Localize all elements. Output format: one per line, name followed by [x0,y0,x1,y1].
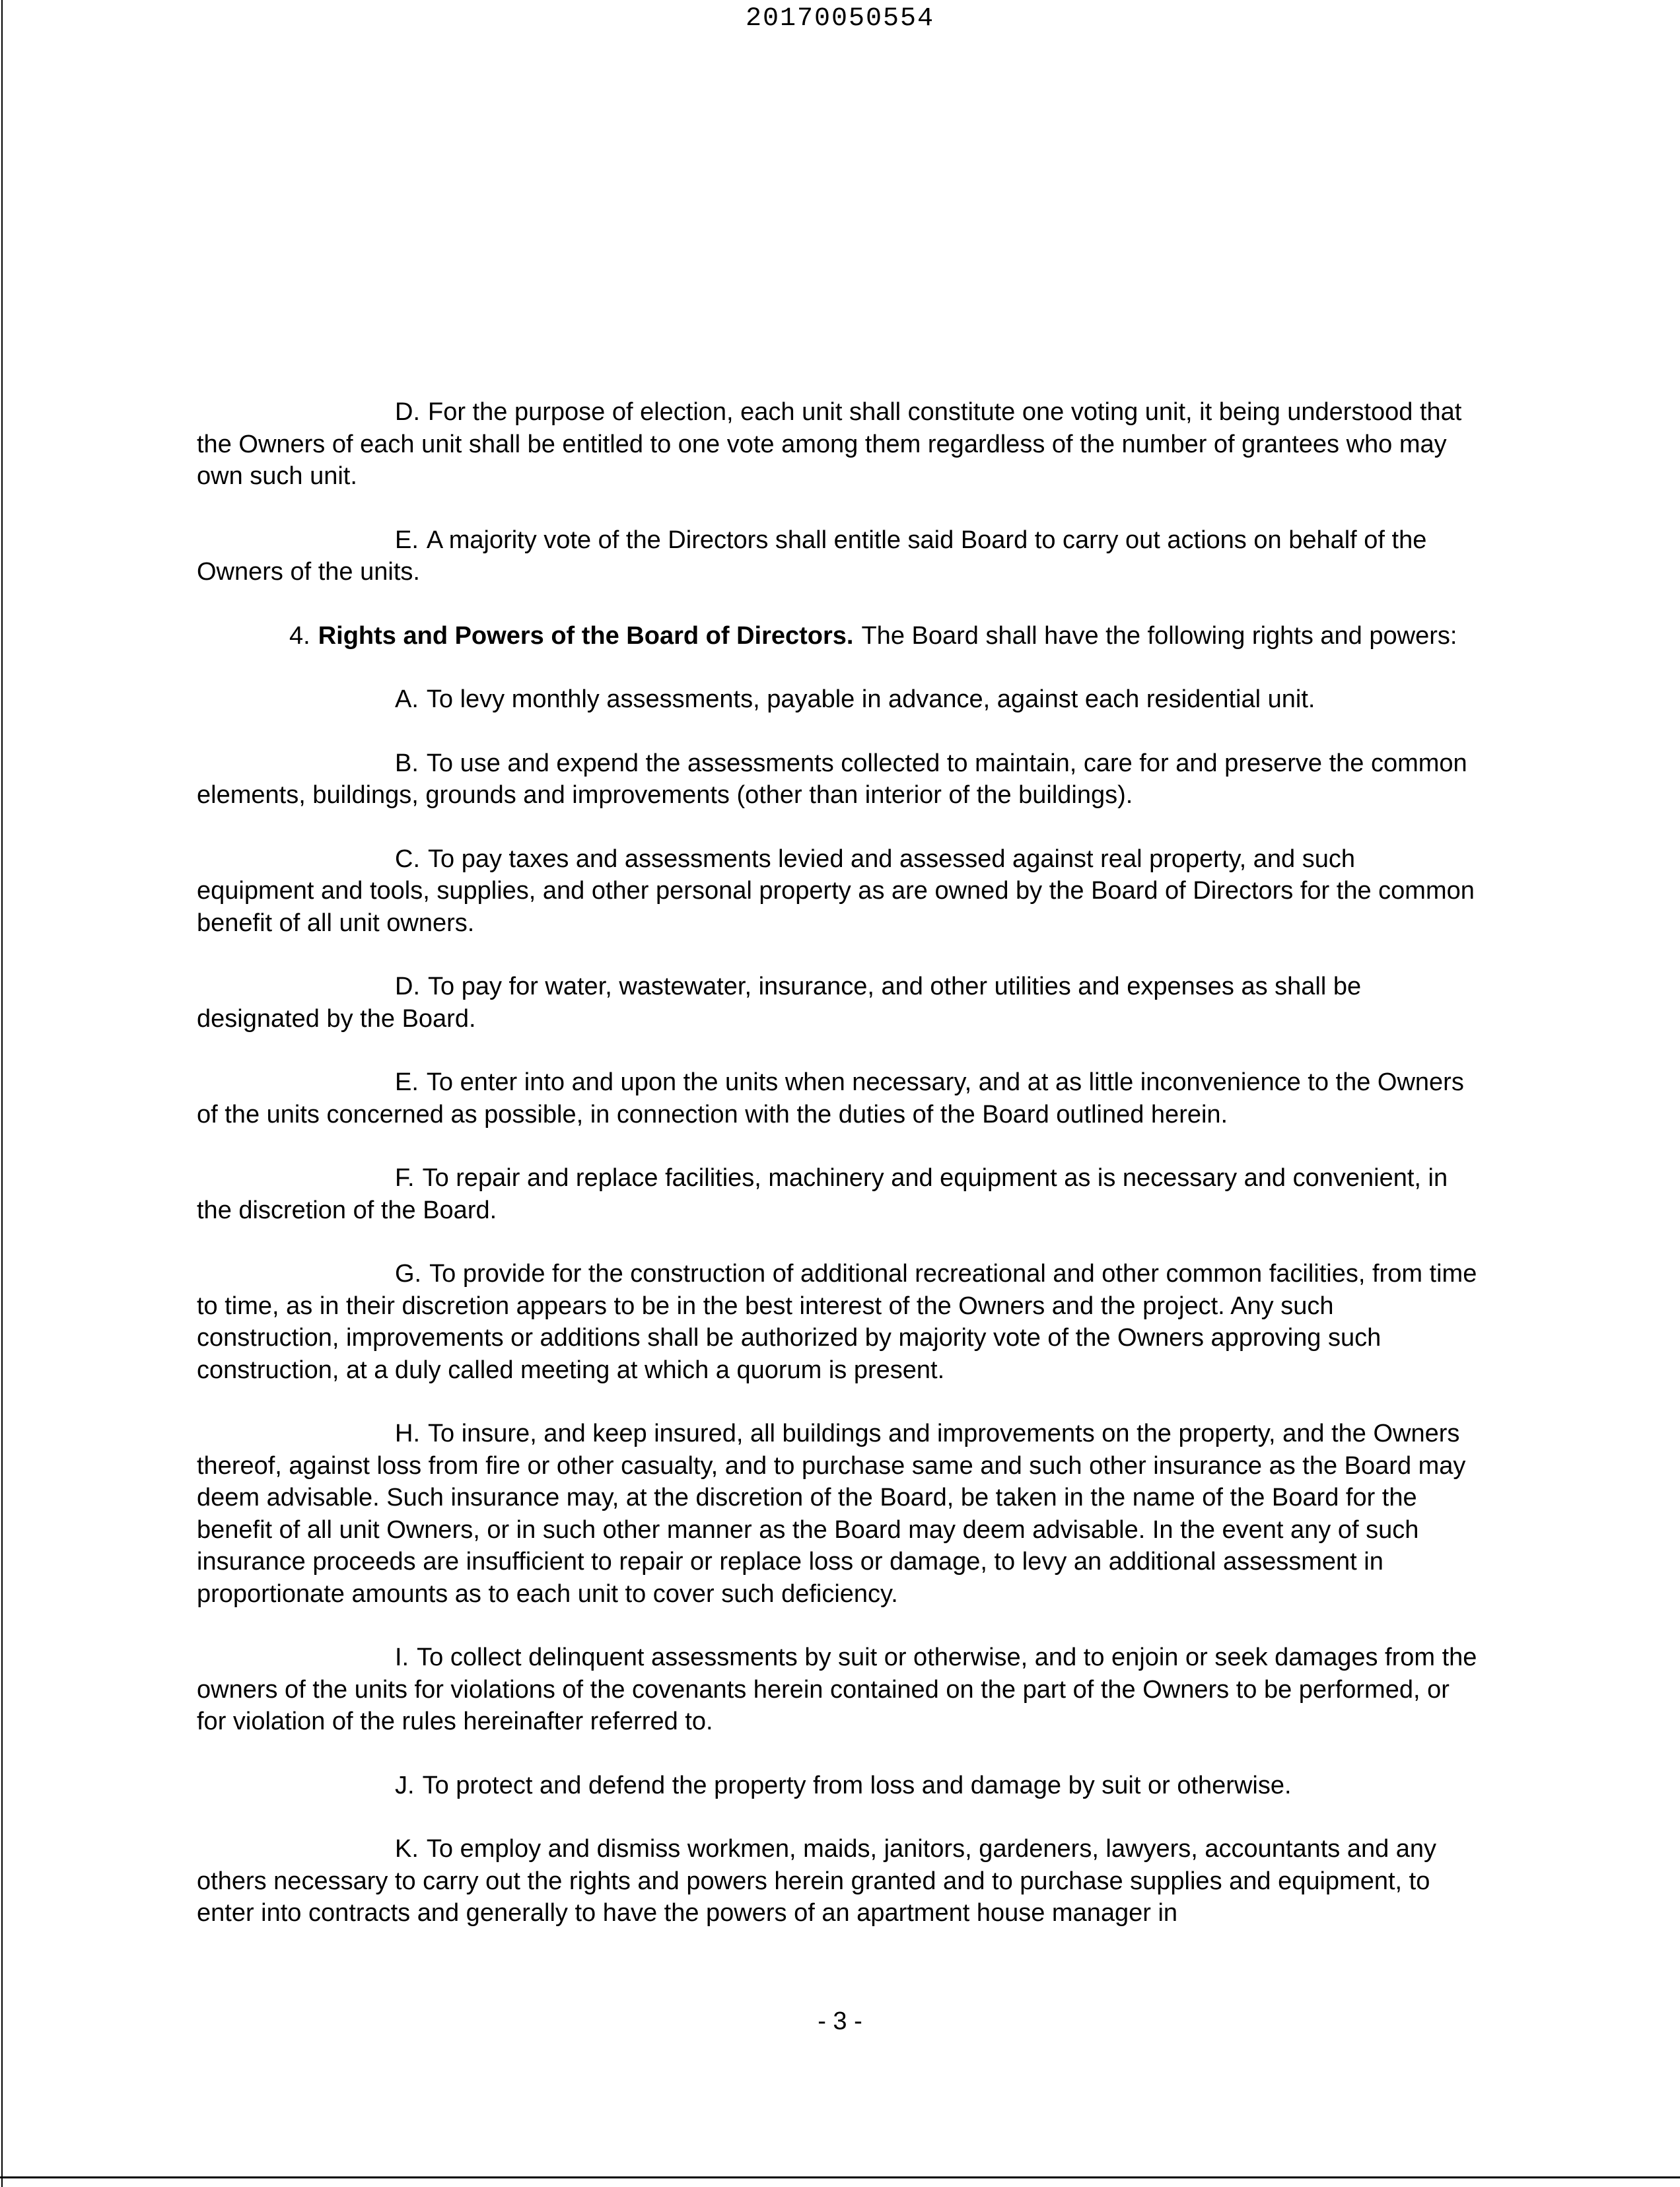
section-heading: Rights and Powers of the Board of Directors. [318,621,854,650]
page-number: - 3 - [818,2007,862,2035]
power-h [197,1418,1478,1610]
power-e [197,1066,1478,1130]
power-text: To pay for water, wastewater, insurance, and other utilities and expenses as shall be designated by the Board. [197,973,1362,1033]
left-margin-rule [1,0,3,2187]
power-text: To enter into and upon the units when necessary, and at as little inconvenience to the Owners of the units concerned as possible, in connection with the duties of the Board outlined herein. [197,1068,1464,1128]
bottom-rule [0,2176,1680,2178]
power-text: To protect and defend the property from loss and damage by suit or otherwise. [422,1771,1292,1799]
power-label: A. [395,685,419,713]
section-4 [197,620,1478,652]
section-number: 4. [289,621,310,650]
power-label: E. [395,1068,419,1096]
power-label: B. [395,749,419,777]
power-text: To insure, and keep insured, all buildings and improvements on the property, and the Owners thereof, against loss from fire or other casualty, and to purchase same and such other insurance as the Board may deem advisable. Such insurance may, at the discretion of the Board, be taken in the name of the Board for the benefit of all unit Owners, or in such other manner as the Board may deem advisable. In the event any of such insurance proceeds are insufficient to repair or replace loss or damage, to levy an additional assessment in proportionate amounts as to each unit to cover such deficiency. [197,1420,1466,1608]
power-label: J. [395,1771,415,1799]
power-label: F. [395,1164,415,1192]
power-text: To employ and dismiss workmen, maids, janitors, gardeners, lawyers, accountants and any others necessary to carry out the rights and powers herein granted and to purchase supplies and equipment, to enter into contracts and generally to have the powers of an apartment house manager in [197,1835,1437,1927]
paragraph-d [197,396,1478,493]
paragraph-text: For the purpose of election, each unit shall constitute one voting unit, it being understood that the Owners of each unit shall be entitled to one vote among them regardless of the number of grantees who may own such unit. [197,398,1462,490]
power-g [197,1258,1478,1386]
section-text: The Board shall have the following rights and powers: [861,621,1457,650]
document-number: 20170050554 [745,4,935,34]
power-label: I. [395,1644,409,1671]
paragraph-text: A majority vote of the Directors shall entitle said Board to carry out actions on behalf of the Owners of the units. [197,526,1427,586]
power-text: To provide for the construction of additional recreational and other common facilities, from time to time, as in their discretion appears to be in the best interest of the Owners and the project. Any such construction, improvements or additions shall be authorized by majority vote of the Owners approving such construction, at a duly called meeting at which a quorum is present. [197,1260,1477,1384]
power-d [197,971,1478,1035]
power-label: C. [395,845,420,873]
power-k [197,1833,1478,1929]
power-text: To repair and replace facilities, machinery and equipment as is necessary and convenient, in the discretion of the Board. [197,1164,1448,1224]
paragraph-e [197,524,1478,588]
power-text: To use and expend the assessments collected to maintain, care for and preserve the common elements, buildings, grounds and improvements (other than interior of the buildings). [197,749,1467,809]
paragraph-label: D. [395,398,420,426]
power-i [197,1642,1478,1738]
power-a [197,683,1478,716]
power-text: To pay taxes and assessments levied and assessed against real property, and such equipment and tools, supplies, and other personal property as are owned by the Board of Directors for the common benefit of all unit owners. [197,845,1475,937]
power-label: D. [395,973,420,1000]
power-b [197,747,1478,812]
power-text: To levy monthly assessments, payable in advance, against each residential unit. [426,685,1315,713]
power-label: K. [395,1835,419,1863]
power-j [197,1770,1478,1802]
power-label: G. [395,1260,422,1288]
power-c [197,843,1478,940]
document-body [197,396,1478,1961]
power-label: H. [395,1420,420,1447]
paragraph-label: E. [395,526,419,554]
power-text: To collect delinquent assessments by suit or otherwise, and to enjoin or seek damages from the owners of the units for violations of the covenants herein contained on the part of the Owners to be performed, or for violation of the rules hereinafter referred to. [197,1644,1477,1735]
power-f [197,1162,1478,1226]
